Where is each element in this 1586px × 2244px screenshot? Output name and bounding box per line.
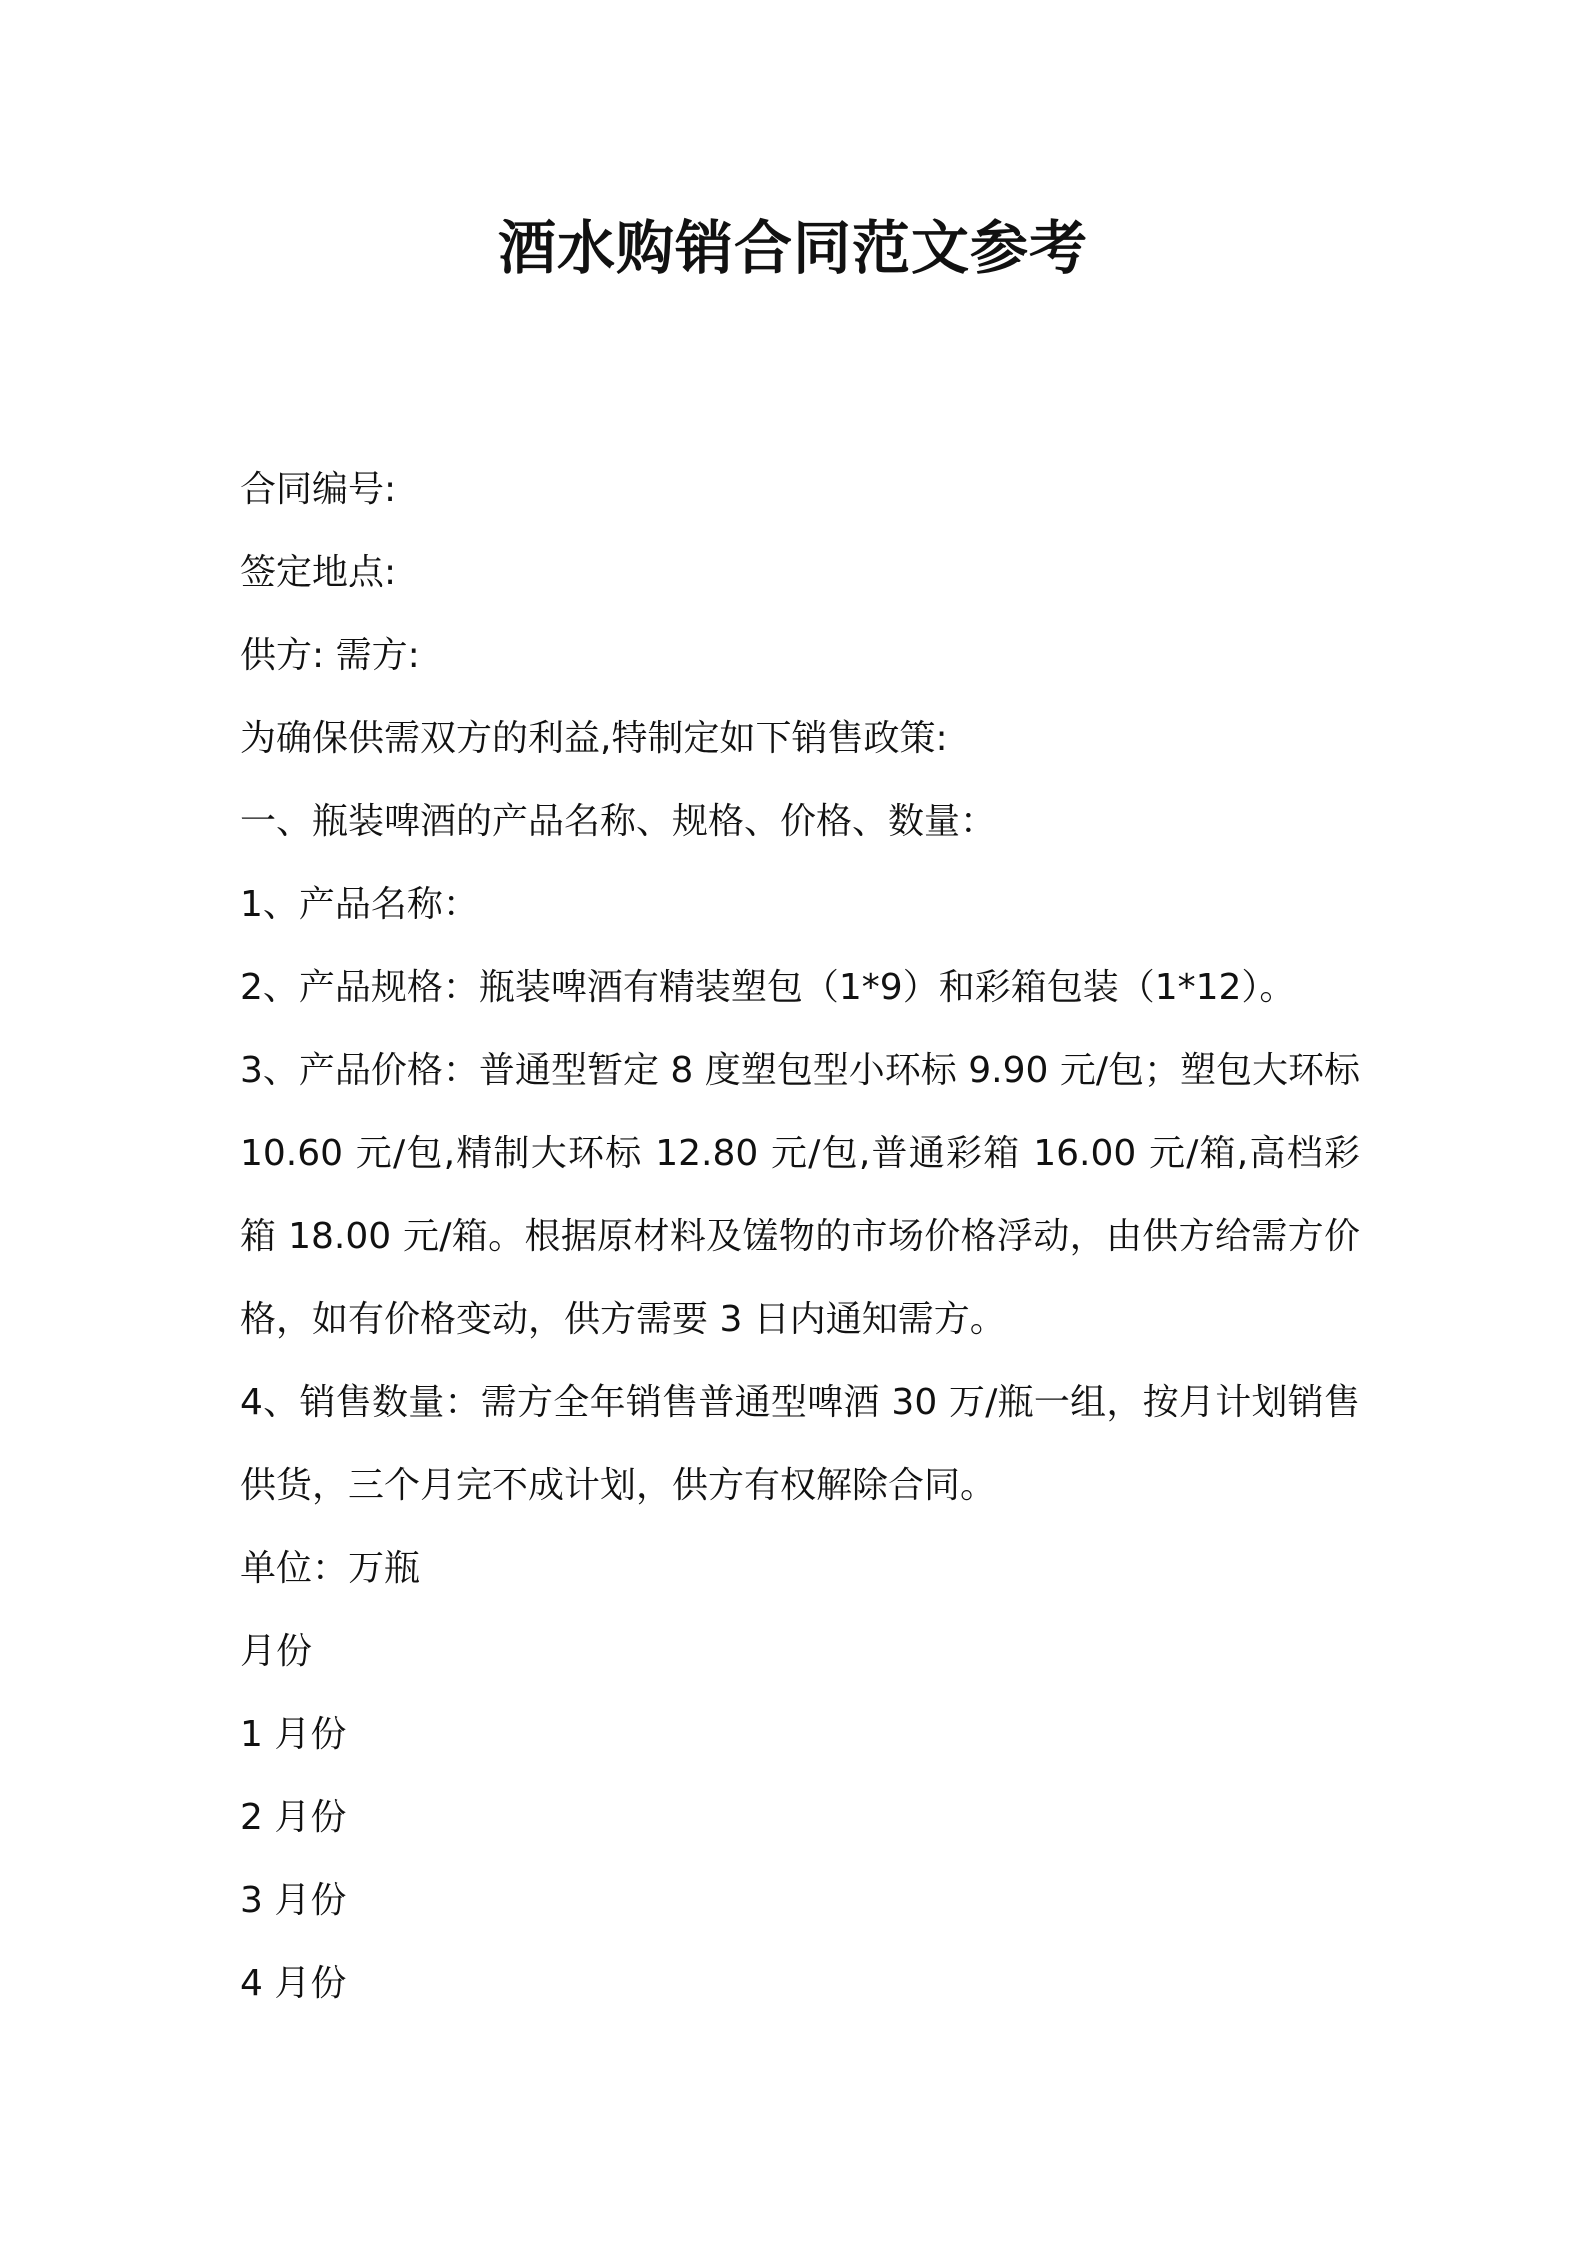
section1-heading: 一、瓶装啤酒的产品名称、规格、价格、数量： [240,801,997,842]
document-title: 酒水购销合同范文参考 [497,214,1088,282]
month-line: 1 月份 [240,1714,347,1755]
item-product-name: 1、产品名称： [240,884,479,925]
month-line: 4 月份 [240,1963,347,2004]
month-header: 月份 [240,1631,313,1672]
item-product-spec: 2、产品规格：瓶装啤酒有精装塑包（1*9）和彩箱包装（1*12）。 [240,967,1296,1008]
contract-number-line: 合同编号: [240,469,397,510]
item-sales-quantity: 4、销售数量：需方全年销售普通型啤酒 30 万/瓶一组，按月计划销售供货，三个月完不成计划，供方有权解除合同。 [240,1382,1360,1506]
parties-line: 供方: 需方: [240,635,420,676]
unit-line: 单位：万瓶 [240,1548,421,1589]
month-line: 2 月份 [240,1797,347,1838]
item-product-price: 3、产品价格：普通型暂定 8 度塑包型小环标 9.90 元/包；塑包大环标 10.60 元/包,精制大环标 12.80 元/包,普通彩箱 16.00 元/箱,高档彩箱 18.00 元/箱。根据原材料及馐物的市场价格浮动，由供方给需方价格，如有价格变动，供方需要 3 日内通知需方。 [240,1050,1360,1340]
document-body [240,448,1360,2025]
sign-place-line: 签定地点: [240,552,397,593]
month-line: 3 月份 [240,1880,347,1921]
intro-line: 为确保供需双方的利益,特制定如下销售政策: [240,718,948,759]
